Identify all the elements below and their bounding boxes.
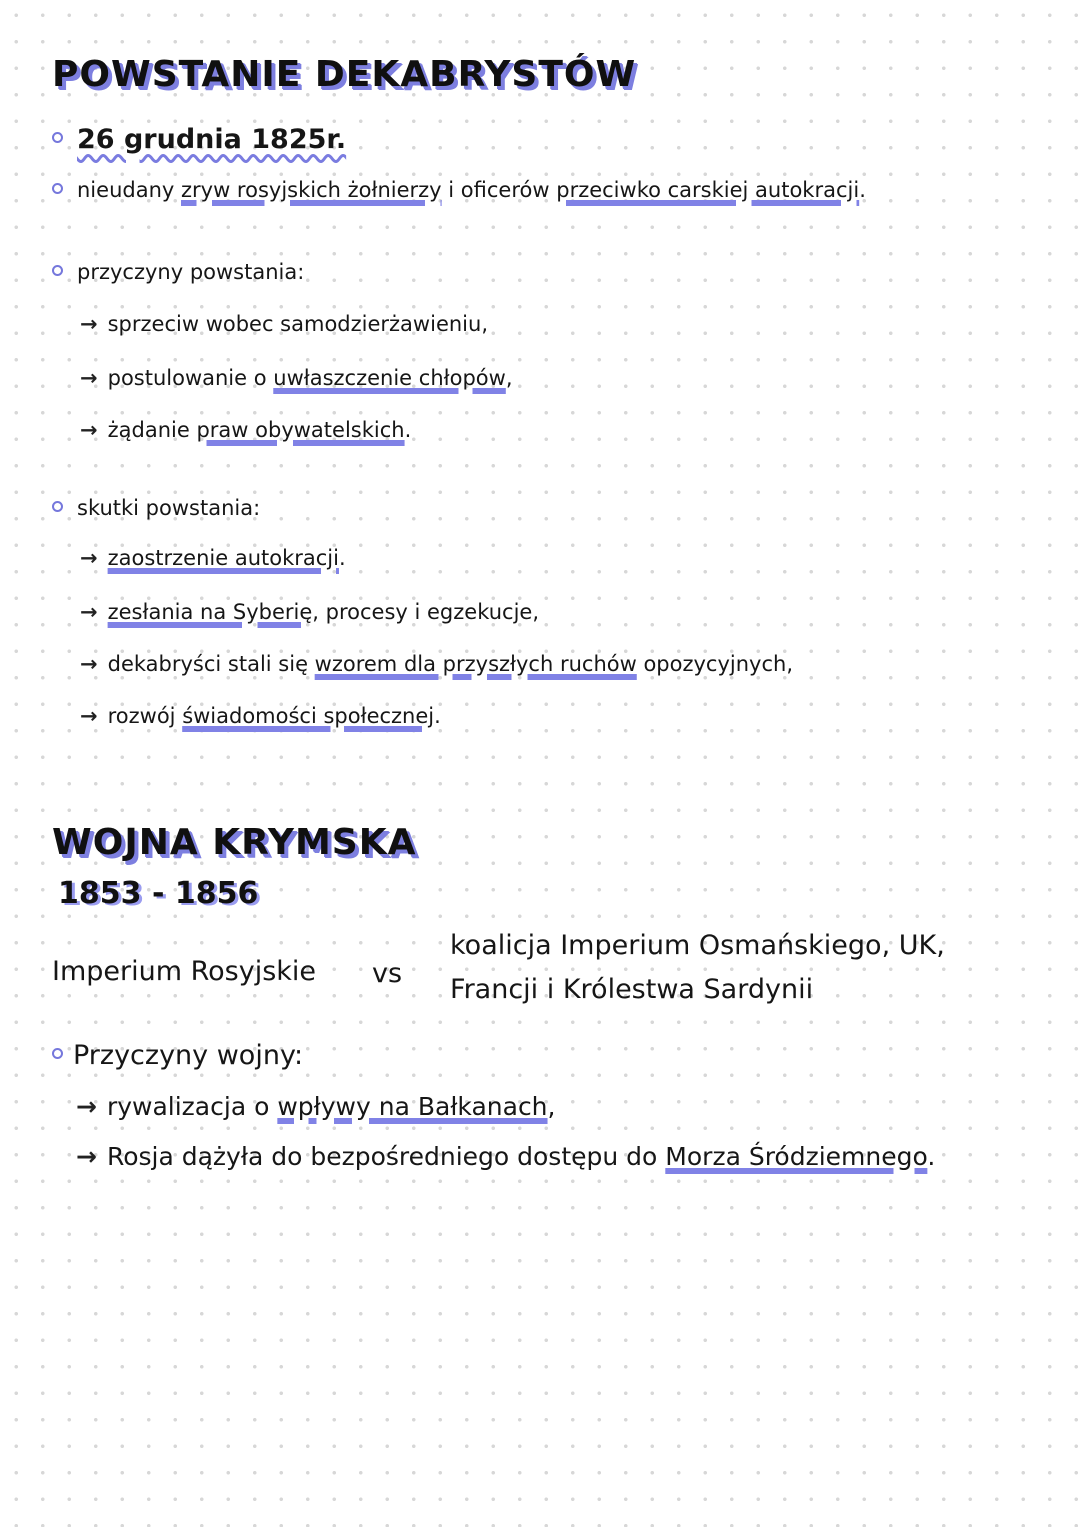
side-left: Imperium Rosyjskie (52, 956, 317, 987)
war-cause-item-1 (76, 1092, 555, 1121)
bullet-icon (52, 265, 63, 276)
section-title-dekabrysci: POWSTANIE DEKABRYSTÓW (52, 54, 637, 95)
vs-label: vs (372, 958, 403, 989)
effect-item-4-text-2: . (434, 704, 441, 728)
war-cause-item-2-highlight: Morza Śródziemnego (665, 1142, 928, 1171)
cause-item-1-text: sprzeciw wobec samodzierżawieniu, (107, 312, 488, 336)
arrow-icon (76, 1092, 97, 1121)
desc-text-1: nieudany (77, 178, 181, 202)
effect-item-3 (80, 652, 793, 676)
war-cause-item-1-text-1: rywalizacja o (106, 1092, 278, 1121)
effect-item-4-text-1: rozwój (107, 704, 183, 728)
effect-item-3-highlight: wzorem dla przyszłych ruchów (314, 652, 637, 676)
side-right-line-2: Francji i Królestwa Sardynii (450, 974, 814, 1005)
causes-heading (52, 260, 304, 284)
effect-item-1-highlight: zaostrzenie autokracji (107, 546, 339, 570)
description-line (52, 178, 866, 202)
cause-item-3-text-1: żądanie (107, 418, 197, 442)
date-line (52, 124, 346, 155)
effect-item-3-text-2: opozycyjnych, (636, 652, 794, 676)
arrow-icon (80, 704, 98, 728)
war-causes-heading-text: Przyczyny wojny: (73, 1040, 304, 1071)
war-cause-item-1-highlight: wpływy na Bałkanach (277, 1092, 548, 1121)
arrow-icon (80, 418, 98, 442)
effect-item-1 (80, 546, 346, 570)
arrow-icon (76, 1142, 97, 1171)
date-text: 26 grudnia 1825r. (77, 124, 347, 155)
war-years: 1853 - 1856 (58, 876, 259, 911)
effects-heading (52, 496, 260, 520)
cause-item-2-text-1: postulowanie o (107, 366, 274, 390)
arrow-icon (80, 546, 98, 570)
cause-item-2-highlight: uwłaszczenie chłopów (273, 366, 506, 390)
cause-item-3-highlight: praw obywatelskich (196, 418, 405, 442)
bullet-icon (52, 501, 63, 512)
effect-item-3-text-1: dekabryści stali się (107, 652, 315, 676)
desc-text-3: . (859, 178, 866, 202)
war-cause-item-1-text-2: , (547, 1092, 556, 1121)
effect-item-2-text-2: , procesy i egzekucje, (312, 600, 539, 624)
effect-item-1-text-2: . (338, 546, 346, 570)
cause-item-3-text-2: . (404, 418, 412, 442)
effect-item-4-highlight: świadomości społecznej (182, 704, 435, 728)
bullet-icon (52, 132, 63, 143)
side-right-line-1: koalicja Imperium Osmańskiego, UK, (450, 930, 945, 961)
effect-item-2 (80, 600, 539, 624)
effect-item-2-highlight: zesłania na Syberię (107, 600, 313, 624)
cause-item-2-text-2: , (505, 366, 513, 390)
cause-item-3 (80, 418, 411, 442)
arrow-icon (80, 366, 98, 390)
cause-item-2 (80, 366, 513, 390)
war-cause-item-2 (76, 1142, 935, 1171)
war-causes-heading (52, 1040, 303, 1071)
bullet-icon (52, 1048, 63, 1059)
bullet-icon (52, 183, 63, 194)
desc-text-2: i oficerów (441, 178, 557, 202)
arrow-icon (80, 312, 98, 336)
arrow-icon (80, 652, 98, 676)
effect-item-4 (80, 704, 441, 728)
war-cause-item-2-text-1: Rosja dążyła do bezpośredniego dostępu do (106, 1142, 666, 1171)
war-cause-item-2-text-2: . (927, 1142, 936, 1171)
cause-item-1 (80, 312, 488, 336)
causes-heading-text: przyczyny powstania: (77, 260, 305, 284)
arrow-icon (80, 600, 98, 624)
section-title-wojna-krymska: WOJNA KRYMSKA (52, 822, 417, 863)
desc-highlight-2: przeciwko carskiej autokracji (556, 178, 860, 202)
desc-highlight-1: zryw rosyjskich żołnierzy (181, 178, 442, 202)
effects-heading-text: skutki powstania: (77, 496, 261, 520)
